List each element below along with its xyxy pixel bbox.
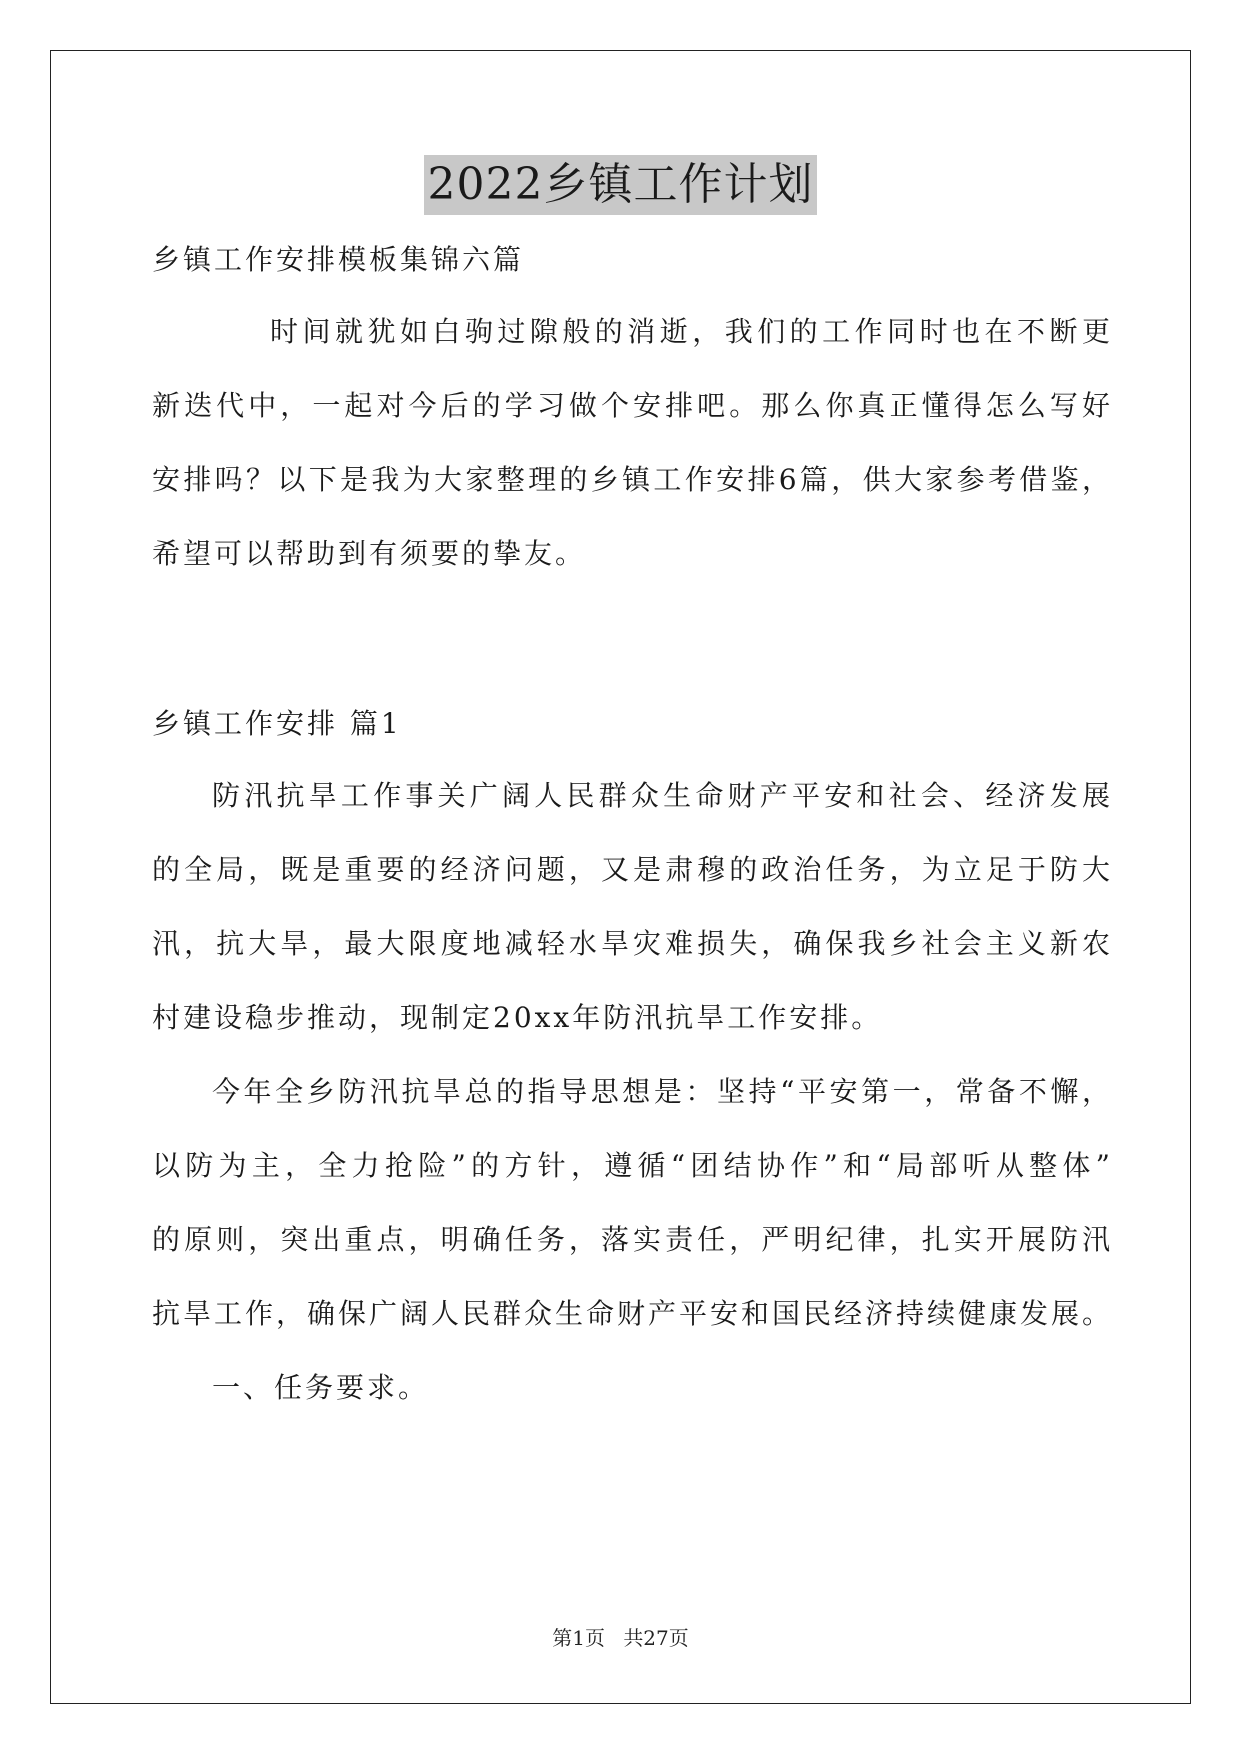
document-title-text: 2022乡镇工作计划 <box>424 155 818 215</box>
item-heading: 一、任务要求。 <box>212 1371 430 1404</box>
paragraph1-line-1: 防汛抗旱工作事关广阔人民群众生命财产平安和社会、经济发展 <box>212 779 1110 812</box>
paragraph2-line-1: 今年全乡防汛抗旱总的指导思想是：坚持“平安第一，常备不懈， <box>212 1075 1110 1108</box>
intro-line-3: 安排吗？以下是我为大家整理的乡镇工作安排6篇，供大家参考借鉴， <box>152 463 1110 496</box>
paragraph1-line-2: 的全局，既是重要的经济问题，又是肃穆的政治任务，为立足于防大 <box>152 853 1110 886</box>
intro-line-1: 时间就犹如白驹过隙般的消逝，我们的工作同时也在不断更 <box>270 315 1110 348</box>
paragraph2-line-2: 以防为主，全力抢险”的方针，遵循“团结协作”和“局部听从整体” <box>152 1149 1110 1182</box>
page-footer <box>0 1624 1241 1652</box>
section-heading: 乡镇工作安排 篇1 <box>152 707 402 740</box>
intro-line-2: 新迭代中，一起对今后的学习做个安排吧。那么你真正懂得怎么写好 <box>152 389 1110 422</box>
document-subtitle: 乡镇工作安排模板集锦六篇 <box>152 243 525 276</box>
paragraph2-line-4: 抗旱工作，确保广阔人民群众生命财产平安和国民经济持续健康发展。 <box>152 1297 1110 1330</box>
page-total: 共27页 <box>623 1626 689 1650</box>
document-title <box>0 155 1241 215</box>
paragraph2-line-3: 的原则，突出重点，明确任务，落实责任，严明纪律，扎实开展防汛 <box>152 1223 1110 1256</box>
paragraph1-line-3: 汛，抗大旱，最大限度地减轻水旱灾难损失，确保我乡社会主义新农 <box>152 927 1110 960</box>
paragraph1-line-4: 村建设稳步推动，现制定20xx年防汛抗旱工作安排。 <box>152 1001 883 1034</box>
page-number: 第1页 <box>552 1626 605 1650</box>
intro-line-4: 希望可以帮助到有须要的挚友。 <box>152 537 587 570</box>
